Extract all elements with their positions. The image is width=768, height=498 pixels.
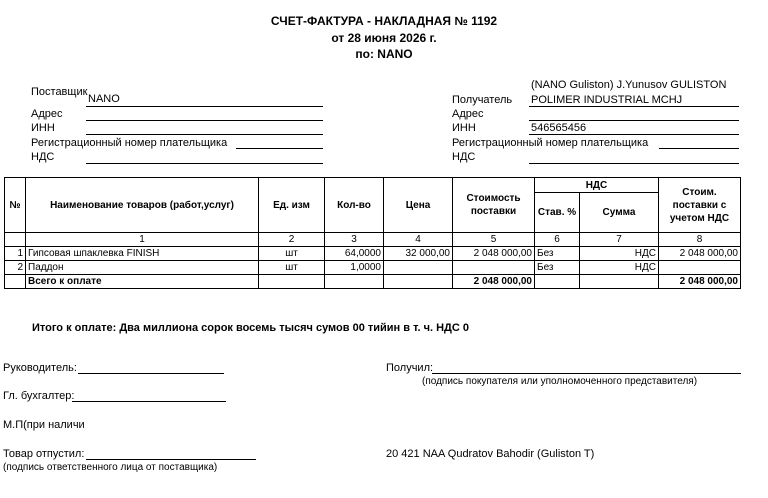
row-cost: 2 048 000,00 <box>453 247 535 261</box>
recipient-inn-label: ИНН <box>452 122 476 134</box>
row-name: Паддон <box>26 261 259 275</box>
received-line <box>432 373 741 374</box>
header-total: Стоим. поставки с учетом НДС <box>659 178 741 233</box>
total-row <box>5 275 741 289</box>
row-vat-rate: Без <box>535 261 580 275</box>
recipient-address-line <box>529 120 739 121</box>
column-numbers-row <box>5 233 741 247</box>
table-row <box>5 247 741 261</box>
col-number: 2 <box>259 233 325 247</box>
total-cost: 2 048 000,00 <box>453 275 535 289</box>
header-price: Цена <box>384 178 453 233</box>
row-total <box>659 261 741 275</box>
received-label: Получил: <box>386 362 434 374</box>
row-num: 1 <box>5 247 26 261</box>
supplier-inn-label: ИНН <box>31 122 55 134</box>
recipient-address-label: Адрес <box>452 108 484 120</box>
accountant-line <box>72 401 226 402</box>
header-vat-sum: Сумма <box>580 193 659 233</box>
row-name: Гипсовая шпаклевка FINISH <box>26 247 259 261</box>
recipient-reg-line <box>659 148 739 149</box>
total-sum: 2 048 000,00 <box>659 275 741 289</box>
total-empty-cell <box>384 275 453 289</box>
recipient-vat-line <box>529 163 739 164</box>
total-num-cell <box>5 275 26 289</box>
col-number: 3 <box>325 233 384 247</box>
row-vat-rate: Без <box>535 247 580 261</box>
supplier-value: NANO <box>88 93 120 105</box>
col-number: 4 <box>384 233 453 247</box>
supplier-reg-line <box>236 148 323 149</box>
released-note: (подпись ответственного лица от поставщика) <box>3 462 218 473</box>
director-label: Руководитель: <box>3 362 77 374</box>
row-num: 2 <box>5 261 26 275</box>
supplier-reg-label: Регистрационный номер плательщика <box>31 137 228 149</box>
recipient-value-line1: (NANO Guliston) J.Yunusov GULISTON <box>531 79 727 91</box>
recipient-value-line2: POLIMER INDUSTRIAL MCHJ <box>531 94 683 106</box>
row-price: 32 000,00 <box>384 247 453 261</box>
document-basis: по: NANO <box>355 47 413 61</box>
total-empty-cell <box>325 275 384 289</box>
header-vat-group: НДС <box>535 178 659 193</box>
supplier-vat-label: НДС <box>31 151 55 163</box>
row-cost <box>453 261 535 275</box>
col-number: 6 <box>535 233 580 247</box>
total-empty-cell <box>580 275 659 289</box>
supplier-label: Поставщик <box>31 86 88 98</box>
summary-text: Итого к оплате: Два миллиона сорок восемь тысяч сумов 00 тийин в т. ч. НДС 0 <box>32 322 470 334</box>
recipient-inn-line <box>529 134 739 135</box>
col-number: 1 <box>26 233 259 247</box>
header-name: Наименование товаров (работ,услуг) <box>26 178 259 233</box>
supplier-inn-line <box>86 134 323 135</box>
row-total: 2 048 000,00 <box>659 247 741 261</box>
header-unit: Ед. изм <box>259 178 325 233</box>
row-price <box>384 261 453 275</box>
row-vat-sum: НДС <box>580 247 659 261</box>
recipient-vat-label: НДС <box>452 151 476 163</box>
total-empty-cell <box>259 275 325 289</box>
row-qty: 64,0000 <box>325 247 384 261</box>
document-title: СЧЕТ-ФАКТУРА - НАКЛАДНАЯ № 1192 <box>270 14 498 28</box>
total-empty-cell <box>535 275 580 289</box>
director-line <box>78 373 224 374</box>
total-label: Всего к оплате <box>26 275 259 289</box>
table-row <box>5 261 741 275</box>
supplier-address-label: Адрес <box>31 108 63 120</box>
col-number: 8 <box>659 233 741 247</box>
header-cost: Стоимость поставки <box>453 178 535 233</box>
row-unit: шт <box>259 247 325 261</box>
col-number <box>5 233 26 247</box>
supplier-line <box>86 106 323 107</box>
recipient-label: Получатель <box>452 94 513 106</box>
supplier-address-line <box>86 120 323 121</box>
col-number: 5 <box>453 233 535 247</box>
header-num: № <box>5 178 26 233</box>
stamp-label: М.П(при наличи <box>3 419 85 431</box>
row-qty: 1,0000 <box>325 261 384 275</box>
document-date: от 28 июня 2026 г. <box>331 31 437 45</box>
receiver-info: 20 421 NAA Qudratov Bahodir (Guliston T) <box>386 448 595 460</box>
header-vat-rate: Став. % <box>535 193 580 233</box>
released-line <box>86 459 256 460</box>
received-note: (подпись покупателя или уполномоченного представителя) <box>422 376 698 387</box>
col-number: 7 <box>580 233 659 247</box>
recipient-inn-value: 546565456 <box>531 122 587 134</box>
accountant-label: Гл. бухгалтер: <box>3 390 75 402</box>
supplier-vat-line <box>86 163 323 164</box>
invoice-table <box>4 177 741 289</box>
recipient-reg-label: Регистрационный номер плательщика <box>452 137 649 149</box>
row-unit: шт <box>259 261 325 275</box>
row-vat-sum: НДС <box>580 261 659 275</box>
released-label: Товар отпустил: <box>3 448 85 460</box>
recipient-line <box>529 106 739 107</box>
header-qty: Кол-во <box>325 178 384 233</box>
